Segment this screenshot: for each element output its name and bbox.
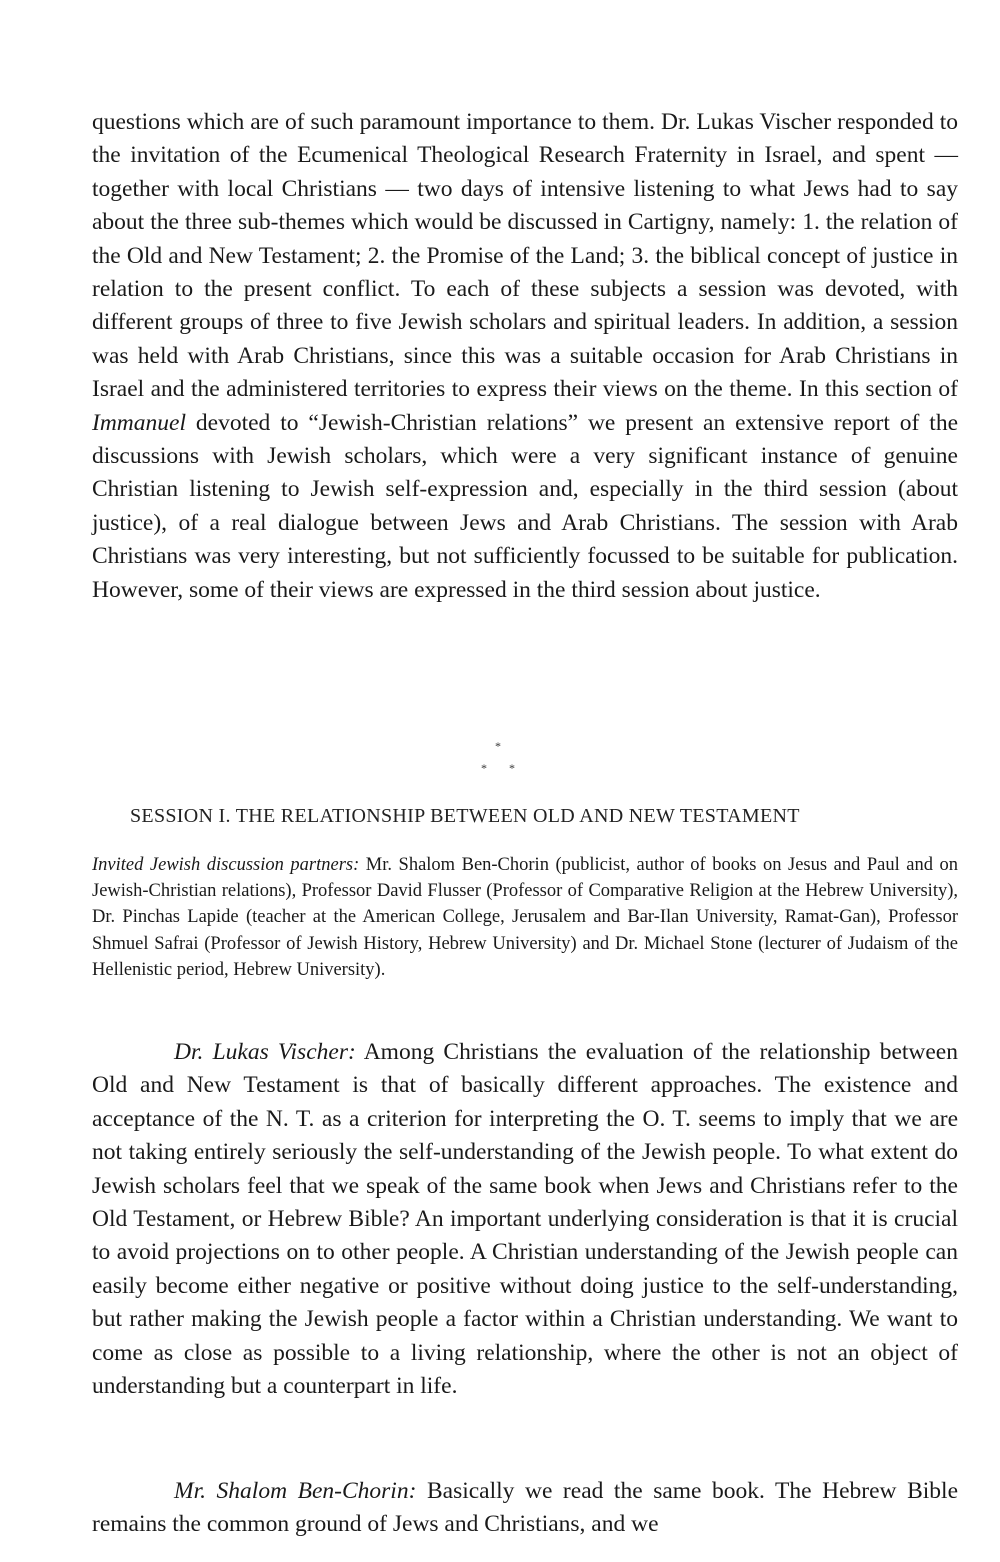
opening-paragraph [92,106,958,607]
speech-text: Basically we read the same book. The Hebrew Bible remains the common ground of Jews and Christians, and we [92,1478,959,1538]
section-ornament [476,740,526,780]
participants-note [92,852,958,983]
participants-intro: Invited Jewish discussion partners: [92,855,360,875]
asterisk-icon: * [495,739,501,753]
session-heading: SESSION I. THE RELATIONSHIP BETWEEN OLD AND NEW TESTAMENT [130,805,800,827]
dialogue-entry [92,1475,958,1542]
opening-text-part-2: devoted to “Jewish-Christian relations” we present an extensive report of the discussions with Jewish scholars, which were a very significant instance of genuine Christian listening to Jewish self-expression and, especially in the third session (about justice), of a real dialogue between Jews and Arab Christians. The session with Arab Christians was very interesting, but not sufficiently focussed to be suitable for publication. However, some of their views are expressed in the third session about justice. [92,409,959,603]
dialogue-paragraph [92,1475,958,1542]
dialogue-entry [92,1036,958,1403]
body-text-block [92,106,958,607]
speaker-name: Dr. Lukas Vischer: [174,1039,356,1065]
participants-list: Mr. Shalom Ben-Chorin (publicist, author of books on Jesus and Paul and on Jewish-Christian relations), Professor David Flusser (Professor of Comparative Religion at the Hebrew University), Dr. Pinchas Lapide (teacher at the American College, Jerusalem and Bar-Ilan University, Ramat-Gan), Professor Shmuel Safrai (Professor of Jewish History, Hebrew University) and Dr. Michael Stone (lecturer of Judaism of the Hellenistic period, Hebrew University). [92,855,958,980]
asterisk-icon: * [509,761,515,775]
speech-text: Among Christians the evaluation of the relationship between Old and New Testament is that of basically different approaches. The existence and acceptance of the N. T. as a criterion for interpreting the O. T. seems to imply that we are not taking entirely seriously the self-understanding of the Jewish people. To what extent do Jewish scholars feel that we speak of the same book when Jews and Christians refer to the Old Testament, or Hebrew Bible? An important underlying consideration is that it is crucial to avoid projections on to other people. A Christian understanding of the Jewish people can easily become either negative or positive without doing justice to the self-understanding, but rather making the Jewish people a factor within a Christian understanding. We want to come as close as possible to a living relationship, where the other is not an object of understanding but a counterpart in life. [92,1039,958,1400]
asterisk-icon: * [481,761,487,775]
opening-text-part-1: questions which are of such paramount importance to them. Dr. Lukas Vischer responded to the invitation of the Ecumenical Theological Research Fraternity in Israel, and spent — together with local Christians — two days of intensive listening to what Jews had to say about the three sub-themes which would be discussed in Cartigny, namely: 1. the relation of the Old and New Testament; 2. the Promise of the Land; 3. the biblical concept of justice in relation to the present conflict. To each of these subjects a session was devoted, with different groups of three to five Jewish scholars and spiritual leaders. In addition, a session was held with Arab Christians, since this was a suitable occasion for Arab Christians in Israel and the administered territories to express their views on the theme. In this section of [92,109,958,403]
journal-title: Immanuel [92,409,186,436]
speaker-name: Mr. Shalom Ben-Chorin: [174,1478,417,1504]
dialogue-paragraph [92,1036,958,1403]
